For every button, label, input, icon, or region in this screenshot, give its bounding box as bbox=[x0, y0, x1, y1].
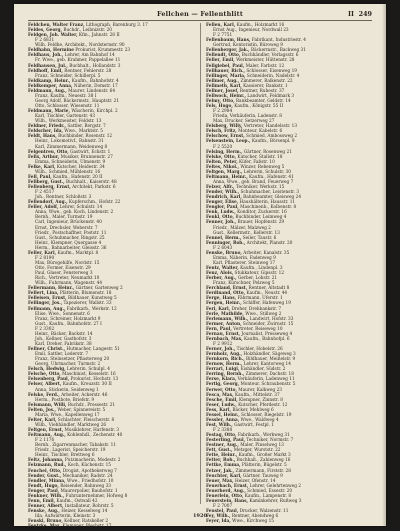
directory-entry: Felsenberg, Paul, Prokurist, Hochstr. 13 bbox=[28, 377, 119, 383]
directory-entry: Emma, Näherin, Fadenweg 9 bbox=[213, 255, 276, 261]
directory-entry: Feuerbach, Ernst, Lehrer, Gelehrtenweg 2 bbox=[206, 483, 301, 489]
directory-entry: Felleisen, Ernst, Bildhauer, Kunstweg 5 bbox=[28, 296, 117, 302]
directory-entry: Fellhauer, Rich., Schlosser, Eisenweg 19 bbox=[206, 68, 298, 74]
directory-entry: Fenk, Ludw., Konditor, Zuckerstr. 16 bbox=[206, 210, 287, 216]
directory-entry: Fellmer, Aug., Zimmerer, Balkenstr. 22 bbox=[206, 78, 293, 84]
page-edge-shadow bbox=[382, 4, 386, 526]
directory-entry: Karl, Dreher, Fabrikstr. 38 bbox=[35, 341, 92, 347]
directory-entry: Fest, Wilh., Gastwirt, Festpl. 1 bbox=[206, 422, 274, 428]
directory-entry: Ida, Aufwärterin, Kleinstr. 3 bbox=[35, 514, 96, 520]
directory-entry: Heinr., Bäcker, Backstr. 14 bbox=[35, 331, 93, 337]
directory-entry: Fertig, Georg, Monteur, Schraubenstr. 5 bbox=[206, 382, 296, 388]
directory-entry: Fell, Paul, Kaufm., Hafenstr. 20 II bbox=[28, 174, 103, 180]
directory-entry: Fellendt, Otto, Buchhändler, Verlagsstr. 6 bbox=[206, 53, 299, 59]
directory-entry: Joh., Kellner, Gasthofstr. 3 bbox=[35, 336, 92, 342]
directory-entry: Feldhoff, Emil, Rentner, Fehlerstr. 28 bbox=[28, 68, 112, 74]
directory-entry: Ferrari, Luigi, Eishändler, Südstr. 2 bbox=[206, 367, 286, 373]
directory-entry: Fentz, Walter, Kaufm., Lindenpl. 3 bbox=[206, 266, 283, 271]
directory-entry: Fernow, Herm., Lehrer, Kantorweg 14 bbox=[206, 362, 291, 368]
directory-entry: Franz, Kaufm., Neuestr. 38 I bbox=[35, 93, 97, 99]
directory-entry: Gust., Kellermstr., Kellerstr. 13 bbox=[213, 230, 280, 236]
directory-entry: Bernh., Zigarrenmacher, Tabakstr. 11 bbox=[35, 443, 116, 449]
directory-entry: Ferl, Karl, Dreher, Drehbankstr. 7 bbox=[206, 306, 282, 312]
directory-entry: Heinr., Lokomotivf., Bahnstr. 31 bbox=[35, 139, 104, 145]
directory-entry: Franz, Steinsetzer, Pflasterweg 20 bbox=[35, 357, 110, 363]
directory-entry: Fessler, Anna, Wwe., Waldweg 4 bbox=[206, 417, 279, 423]
directory-entry: Fendler, Minna, Wwe., Friedhofstr. 10 bbox=[28, 478, 114, 484]
directory-entry: Fendt, Hugo, Reisender, Bahnweg 33 bbox=[28, 483, 111, 489]
directory-entry: Feldmann, Aug., Maurer, Lindenstr. 64 bbox=[28, 88, 116, 94]
directory-column-left bbox=[28, 23, 194, 530]
directory-entry: Ferlemann, Wilh., Landwirt, Hofstr. 33 bbox=[206, 316, 294, 322]
directory-entry: F 2 4517 bbox=[35, 190, 55, 196]
directory-entry: Fellermann, Heinr., Gärtner, Gartenweg 2 bbox=[28, 286, 123, 292]
directory-entry: F 2 5520 bbox=[213, 144, 233, 150]
directory-entry: Fellgiebel, Paul, Maler, Farbstr. 12 bbox=[206, 63, 285, 69]
directory-entry: Fenkl, Otto, Buchbinder, Leimweg 4 bbox=[206, 215, 287, 221]
directory-entry: Ernst, Drechsler, Weberstr. 7 bbox=[35, 225, 98, 231]
directory-entry: Fenski, Bruno, Kellner, Ratskeller 2 bbox=[28, 519, 109, 525]
directory-entry: Herm., Postbote, Briefstr. 9 bbox=[35, 397, 95, 403]
directory-entry: Fenner, Joh., Brauer, Hopfenstr. 29 bbox=[206, 220, 285, 226]
directory-entry: Friedr., Lagerist, Speicherstr. 19 bbox=[35, 448, 106, 454]
directory-entry: Feltgen, Marg., Lehrerin, Schulstr. 30 bbox=[206, 169, 291, 175]
directory-entry: Feyer, Ida, Wwe., Kirchweg 15 bbox=[206, 519, 274, 525]
directory-entry: Felsing, Herm., Gärtner, Rosenweg 21 bbox=[206, 149, 292, 155]
directory-entry: Joh., Rentner, Schloßstr. 3 bbox=[35, 195, 92, 201]
directory-entry: Frieda, Verkäuferin, Ladenstr. 8 bbox=[213, 114, 282, 120]
directory-entry: Feustel, Paul, Drucker, Walzenstr. 11 bbox=[206, 509, 289, 514]
directory-entry: Feuchter, Karl, Gärtner, Tauweg 9 bbox=[206, 473, 283, 479]
directory-entry: Fengler, Paul, Maschinenb., Kolbenstr. 8 bbox=[206, 205, 297, 211]
directory-entry: Felzmann, Rud., Koch, Küchenstr. 15 bbox=[28, 463, 112, 469]
directory-entry: Ferwer, Otto, Maurer, Kalkweg 23 bbox=[206, 387, 283, 393]
directory-entry: Karl, Pflasterer, Steinweg 17 bbox=[213, 260, 276, 266]
directory-entry: Felsch, Fritz, Monteur, Kabelstr. 6 bbox=[206, 129, 283, 135]
directory-entry: Fett, Gust., Metzger, Wurststr. 22 bbox=[206, 448, 281, 454]
directory-entry: Fellmeth, Karl, Kassierer, Bankstr. 1 bbox=[206, 83, 288, 89]
directory-entry: Fellinger, Maria, Schneiderin, Nadelstr. 4 bbox=[206, 73, 300, 79]
directory-entry: Felix, Arthur, Musiker, Brunnenstr. 27 bbox=[28, 154, 113, 160]
directory-entry: Gust., Kaufm., Bahnhofstr. 27 I bbox=[35, 321, 102, 327]
directory-entry: Ferchland, Ernst, Rentner, Altstadt 8 bbox=[206, 286, 290, 292]
directory-entry: Wilh., Viehhändler, Marktweg 26 bbox=[35, 422, 107, 428]
directory-entry: Franz, Schreiner, Holzmarkt 9 bbox=[35, 316, 101, 322]
directory-entry: Anna, Wwe., geb. Koch, Lindenstr. 2 bbox=[35, 210, 114, 216]
directory-entry: Feldner, Friedr., Sattler, Bergstr. 7 bbox=[28, 124, 106, 130]
directory-entry: Feltmann, Aug., Kohlenhdl., Zechenstr. 40 bbox=[28, 433, 123, 439]
directory-entry: Festag, Otto, Fabrikarb., Werkweg 31 bbox=[206, 433, 290, 439]
directory-entry: Fenger, Paul, Maurerpolier, Bauhofstr. 1 bbox=[28, 488, 118, 494]
directory-entry: Fellenberg, Ernst, Architekt, Parkstr. 6 bbox=[28, 185, 116, 190]
directory-entry: Felgentreu, Otto, Gastwirt, Eckstr. 1 bbox=[28, 149, 111, 155]
directory-entry: Emma, Schneiderin, Ulmenstr. 9 bbox=[35, 159, 106, 165]
directory-entry: Feldscher, Ida, Wwe., Marktstr. 5 bbox=[28, 129, 103, 135]
directory-entry: Felsmann, Willi, Buchdr., Pressestr. 21 bbox=[28, 402, 116, 408]
directory-entry: Gust., Schuhmacher, Ringstr. 25 bbox=[35, 235, 105, 241]
directory-entry: Felsche, Otto, Maschinist, Kesselstr. 16 bbox=[28, 372, 116, 378]
directory-entry: Ferge, Hans, Fährmann, Uferstr. 1 bbox=[206, 296, 283, 302]
directory-entry: Fesca, Max, Kaufm., Mittelstr. 37 bbox=[206, 392, 280, 398]
directory-entry: Feller, Emil, Werkmeister, Hüttenstr. 28 bbox=[206, 58, 295, 64]
directory-entry: Ferdinand, Otto, Kaufm., Neustr. 44 bbox=[206, 291, 288, 297]
directory-entry: Georg Adolf, Bäckermstr., Hauptstr. 21 bbox=[35, 98, 120, 104]
directory-entry: Anna, Wwe., geb. Brand, Feuerweg 7 bbox=[213, 179, 294, 185]
directory-entry: Feldkemper, Anna, Näherin, Domstr. 17 bbox=[28, 83, 118, 89]
directory-entry: Wilh. Feldhe, Architekt., Nordsternstr. 90 bbox=[35, 43, 125, 49]
directory-entry: Fellenbaum, Hans, Fabrikant, Industriestr. 4 bbox=[206, 38, 306, 44]
directory-entry: F 2 3388 bbox=[213, 428, 233, 433]
directory-entry: Friedr., Mälzer, Malzweg 2 bbox=[213, 225, 271, 231]
directory-entry: Feldt, Hans, Buchbinder, Rosenstr. 12 bbox=[28, 134, 113, 140]
directory-entry: Fels, Hugo, Kaufm., Königstr. 55 II bbox=[206, 104, 284, 109]
running-title: Fellchen — Fellenthlitt bbox=[157, 10, 243, 18]
directory-entry: Felschow, Ernst, Schmied, Ambossweg 2 bbox=[206, 134, 298, 140]
directory-entry: Georg, Uhrmacher, Turmstr. 2 bbox=[35, 362, 101, 368]
directory-entry: Ferber, Aug., Gerber, Lohstr. 21 bbox=[206, 276, 278, 282]
directory-page bbox=[14, 4, 386, 530]
directory-entry: Fernkorn, Rich., Bildhauer, Meißelstr. 9 bbox=[206, 357, 296, 363]
directory-entry: Feldchen, Walter Franz, Lithograph, Barenburg 3. 17 bbox=[28, 23, 148, 28]
directory-entry: Fellen, Karl, Kaufm., Holzmarkt 16 bbox=[206, 23, 285, 28]
directory-entry: Fenkner, Wilh., Fuhrunternehmer, Hofweg 8 bbox=[28, 493, 128, 499]
directory-entry: Wilh., Werkmeister, Feldstr. 13 bbox=[35, 119, 102, 125]
directory-entry: F 2 1176 bbox=[35, 438, 55, 444]
directory-entry: Feltes, Nikol., Winzer, Rebenweg 5 bbox=[206, 164, 285, 170]
directory-entry: Feldhahn, Hermine Prokurist, Krummestr. 23 bbox=[28, 48, 131, 54]
directory-entry: Ferse, Klara, Verkäuferin, Ladenweg 11 bbox=[206, 377, 295, 383]
directory-entry: Feltgen, Ernst, Musiklehrer, Harfenstr. 3 bbox=[28, 428, 120, 433]
directory-entry: Anna, Stickerin, Seidenweg 1 bbox=[35, 387, 99, 393]
directory-entry: Fellendorf, Aug., Kupferschm., Hofstr. 22 bbox=[28, 200, 121, 206]
directory-entry: Fenger, Elise, Haushälterin, Hausstr. 11 bbox=[206, 200, 296, 206]
directory-entry: Feldhaus, Joh., Lehrer, Am Bahnhof 14 bbox=[28, 53, 115, 59]
directory-entry: Carl, Ingenieur, Brückenstr. 40 bbox=[35, 220, 102, 226]
directory-entry: F 2 7007 bbox=[213, 503, 233, 509]
directory-entry: Fetter, Rob., Buchhalt., Zahlenweg 16 bbox=[206, 458, 291, 464]
directory-entry: Max, Drucker, Setzerweg 27 bbox=[213, 119, 275, 125]
directory-entry: Feser, Ludw., Kutscher, Pferdestr. 12 bbox=[206, 402, 288, 408]
directory-entry: Fendrich, Karl, Bahnbeamter, Gleisweg 24 bbox=[206, 195, 302, 201]
directory-entry: Fender, Wilh., Schuhmacher, Leistenstr. 3 bbox=[206, 190, 300, 196]
directory-entry: Felten, Jos., Weber, Spinnereistr. 5 bbox=[28, 407, 106, 413]
directory-entry: Felser, Albert, Kaufm., Kreuzstr. 30 II bbox=[28, 382, 112, 388]
directory-entry: Fettke, Emma, Plätterin, Bügelstr. 5 bbox=[206, 463, 287, 469]
directory-entry: Fess, Karl, Bäcker, Mehlweg 6 bbox=[206, 407, 274, 413]
directory-entry: F 2 6043 bbox=[213, 245, 233, 251]
directory-entry: Fenninger, Rob., Architekt, Planstr. 20 bbox=[206, 240, 293, 246]
directory-entry: Karl, Zimmermann, Weidenweg 8 bbox=[35, 144, 108, 150]
directory-entry: Festner, Aug., Maler, Pinselweg 13 bbox=[206, 443, 284, 449]
directory-entry: Wilh., Schmied, Mühlenstr. 16 bbox=[35, 169, 101, 175]
directory-entry: Otto, Schlosser, Wiesenstr. 11 bbox=[35, 104, 100, 109]
directory-entry: Felsch, Hedwig, Lehrerin, Schulpl. 4 bbox=[28, 367, 110, 373]
directory-entry: F 2 9912 bbox=[213, 341, 233, 347]
directory-entry: Fellner, Christ., Hutmacher, Langestr. 51 bbox=[28, 347, 120, 352]
directory-entry: Felmy, Otto, Bankbeamter, Geldstr. 14 bbox=[206, 98, 291, 104]
directory-entry: Heinr., Tischler, Brettweg 6 bbox=[35, 453, 95, 459]
directory-entry: Fenchel, Otto, Drogist, Apothekerweg 7 bbox=[28, 468, 117, 474]
directory-entry: Ferring, Bernh., Zimmerer, Dachstr. 18 bbox=[206, 372, 294, 378]
directory-entry: Bernh., Maler, Turmstr. 19 bbox=[35, 215, 93, 221]
directory-entry: Paul, Glaser, Fensterweg 3 bbox=[35, 271, 93, 277]
header-rule bbox=[28, 20, 372, 21]
directory-entry: Fentzke, Max, Klempner, Blechstr. 17 bbox=[28, 524, 112, 530]
directory-entry: Fellberg, Gust., Buchhalt., Kaiserstr. 48 bbox=[28, 179, 117, 185]
directory-entry: Elise, Wwe., Sonnenstr. 6 bbox=[35, 311, 90, 317]
directory-entry: Felske, Ferd., Arbeiter, Ackerstr. 46 bbox=[28, 392, 108, 398]
directory-entry: Feller, Adolf, Lehrer, Schulstr. 14 bbox=[28, 205, 103, 211]
directory-entry: Felzer, Alfr., Techniker, Werkstr. 15 bbox=[206, 185, 285, 190]
directory-entry: Herm., Bahnarbeiter, Gleisstr. 36 bbox=[35, 245, 107, 251]
directory-entry: Feldmann, Marie, Wäscherin, Kirchpl. 2 bbox=[28, 109, 118, 115]
directory-entry: Felsberg, Willy, Vertreter, Handelsstr. 13 bbox=[206, 124, 298, 130]
directory-entry: Fennel, Herm., Seiler, Taustr. 6 bbox=[206, 235, 277, 241]
directory-entry: Fellmann, Aug., Fabrikarb., Werkstr. 12 bbox=[28, 306, 117, 312]
directory-entry: Felsenstein, Leop., Kaufm., Börsenpl. 9 bbox=[206, 139, 295, 145]
directory-entry: Fenn, Emil, Kaufm., Ostwall 42 bbox=[28, 498, 98, 504]
directory-entry: Fesche, Emil, Klempner, Zinnstr. 8 bbox=[206, 397, 283, 403]
directory-entry: F 2 2984 bbox=[213, 109, 233, 115]
directory-entry: Fenske, Bruno, Arbeiter, Kanalstr. 35 bbox=[206, 250, 290, 256]
directory-entry: Fellenberger, Jak., Bäckermstr., Backweg 31 bbox=[206, 48, 306, 54]
directory-entry: Rich., Vertreter, Neumarkt 10 bbox=[35, 276, 100, 282]
directory-entry: Fern, Paul, Vertreter, Reiseweg 10 bbox=[206, 326, 283, 332]
directory-entry: Heinr., Klempner, Quergasse 4 bbox=[35, 240, 102, 246]
directory-entry: Feuerlein, Otto, Kaufm., Lampenstr. 8 bbox=[206, 493, 292, 499]
directory-entry: F 2 7751 bbox=[213, 33, 233, 39]
directory-entry: Fellner, Josef, Rentner, Ruhestr. 37 bbox=[206, 88, 285, 94]
page-footer-year: 1920 bbox=[193, 513, 207, 519]
directory-entry: F 2 6831 bbox=[35, 38, 55, 44]
directory-entry: Felten, Peter, Küfer, Faßstr. 10 bbox=[206, 159, 275, 165]
directory-entry: Felter, Karl, Schlachter, Fleischerstr. 8 bbox=[28, 417, 115, 423]
directory-entry: Wilh., Fuhrmann, Wagenstr. 44 bbox=[35, 281, 103, 287]
directory-entry: Feldes, Georg, Buchdr., Leibnizstr. 20 bbox=[28, 28, 112, 34]
directory-entry: Friedr., Postschaffner, Poststr. 11 bbox=[35, 230, 107, 236]
directory-entry: Ferle, Mathilde, Wwe., Stillweg 2 bbox=[206, 311, 282, 317]
directory-entry: Franz, Schneider, Schillerpl. 5 bbox=[35, 73, 101, 79]
directory-entry: Fellert, Lina, Plätterin, Blumenstr. 18 bbox=[28, 291, 112, 297]
directory-entry: Fetzer, Jak., Zimmermann, Firststr. 28 bbox=[206, 468, 291, 474]
directory-entry: Ernst Aug., Ingenieur, Nordwall 23 bbox=[213, 28, 289, 34]
directory-entry: Max, Bürogehilfe, Nordstr. 15 bbox=[35, 260, 100, 266]
directory-entry: Festerling, Paul, Techniker, Normstr. 7 bbox=[206, 438, 294, 444]
directory-entry: Karl, Tischler, Gartenstr. 43 bbox=[35, 114, 95, 120]
directory-entry: Feldkamp, Heinr., Kaufm., Bahnhofstr. 4 bbox=[28, 78, 119, 84]
directory-entry: F 2 3302 bbox=[35, 326, 55, 332]
directory-entry: Fenner, Albert, Installateur, Rohrstr. 5 bbox=[28, 503, 114, 509]
directory-entry: Fergen, Heinr., Schiffer, Hafenweg 19 bbox=[206, 301, 291, 307]
directory-entry: Fessel, Heinr., Schlosser, Riegelstr. 19 bbox=[206, 412, 292, 418]
directory-entry: Fette, Heinr., Kaufm., Großer Markt 3 bbox=[206, 453, 291, 459]
directory-entry: Feldhausen, Jul., Buchhalt., Hollandstr. 3 bbox=[28, 63, 121, 69]
page-number: 249 bbox=[358, 10, 372, 18]
page-header bbox=[28, 10, 372, 20]
directory-entry: Fellwock, Heinr., Landwirt, Feldmark 3 bbox=[206, 93, 295, 99]
directory-entry: Feldgen, Joh. Walter, Kfm., Jahnstr. 28 II bbox=[28, 33, 120, 39]
directory-entry: Feuerstein, Hans, Kaminkehrer, Rußweg 3 bbox=[206, 498, 302, 504]
directory-entry: Franz, Kürschner, Pelzweg 5 bbox=[213, 281, 275, 287]
section-mark: II bbox=[348, 10, 354, 18]
directory-entry: Otto, Former, Eisenstr. 29 bbox=[35, 266, 91, 271]
directory-entry: Fey, Wilh., Rentner, Abendweg 6 bbox=[206, 514, 279, 520]
directory-entry: Fender, Gust., Mechaniker, Radstr. 24 bbox=[28, 473, 113, 479]
directory-entry: F 2 8190 bbox=[35, 255, 55, 261]
directory-entry: Fernholz, Aug., Holzhändler, Sägeweg 3 bbox=[206, 352, 296, 358]
directory-entry: Fellinger, Jos., Tapezierer, Wallstr. 33 bbox=[28, 301, 112, 307]
directory-entry: Gertrud, Kontoristin, Büroweg 9 bbox=[213, 43, 283, 49]
directory-entry: Feltmann, Heinr., Kaufm., Hafenstr. 41 bbox=[206, 174, 294, 180]
directory-entry: Maria, Wwe., Kapellenweg 17 bbox=[35, 412, 100, 418]
directory-entry: Felke, Karl, Kutscher, Heidestr. 34 bbox=[28, 164, 105, 170]
directory-entry: Felske, Otto, Kutscher, Stallstr. 18 bbox=[206, 154, 283, 160]
directory-entry: Fernau, Ernst, Journalist, Presseweg 4 bbox=[206, 331, 293, 337]
directory-entry: Fr. Wwe., geb. Krahmer, Pappelallee 11 bbox=[35, 58, 121, 64]
directory-entry: Fernbach, Max, Kaufm., Bahnhofpl. 6 bbox=[206, 336, 290, 342]
directory-entry: Emil, Sattler, Lederstr. 7 bbox=[35, 352, 89, 358]
directory-entry: Fermer, Anton, Schneider, Zwirnstr. 15 bbox=[206, 321, 294, 327]
directory-entry: Feuerherd, Aug., Schmied, Essestr. 20 bbox=[206, 488, 293, 494]
directory-entry: Feltz, Johanna, Putzmacherin, Modestr. 2 bbox=[28, 458, 121, 464]
directory-entry: Fenz, Alois, Stukkateur, Gipsstr. 12 bbox=[206, 271, 285, 277]
directory-entry: Feuer, Max, Heizer, Ofenstr. 14 bbox=[206, 478, 276, 484]
directory-entry: Fenske, Aug., Heizer, Kesselweg 14 bbox=[28, 509, 108, 514]
directory-entry: Feller, Karl, Kaufm., Marktpl. 8 bbox=[28, 250, 99, 256]
directory-entry: Ferner, Joh., Tischler, Hobelstr. 26 bbox=[206, 347, 283, 352]
